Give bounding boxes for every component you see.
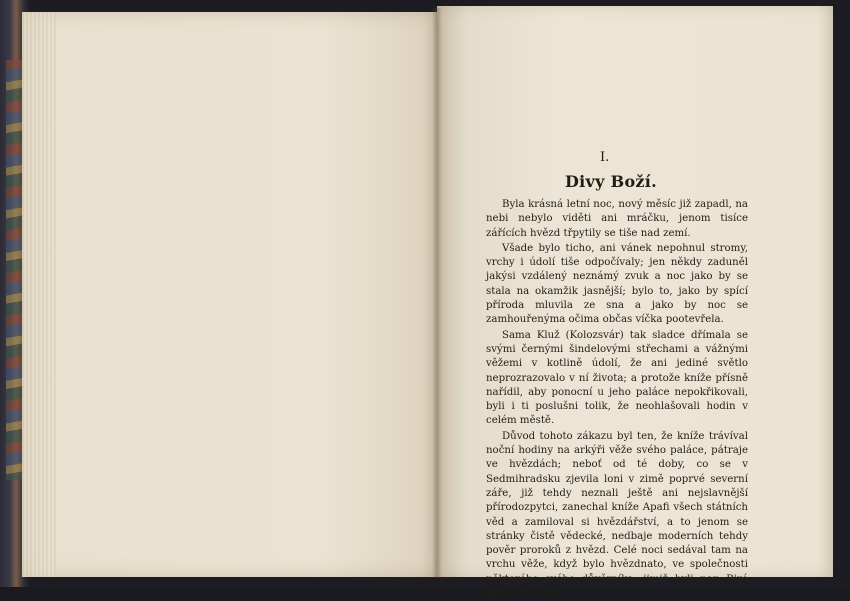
page-stack-edge [22, 12, 56, 577]
marbled-edge [6, 60, 22, 480]
paragraph: Sama Kluž (Kolozsvár) tak sladce dřímala se svými černými šindelovými střechami a vážnými věžemi v kotlině údolí, že ani jediné světlo neprozrazovalo v ní života; a protože kníže přísně nařídil, aby ponocní u jeho paláce nepokřikovali, byli i ti poslušni tolik, že neohlašovali hodin v celém městě. [486, 329, 748, 427]
book-gutter [432, 8, 442, 578]
paragraph: Byla krásná letní noc, nový měsíc již zapadl, na nebi nebylo viděti ani mráčku, jenom tisíce zářících hvězd třpytily se tiše nad zemí. [486, 199, 748, 239]
chapter-number: I. [600, 150, 610, 165]
body-text [486, 198, 748, 601]
chapter-title: Divy Boží. [565, 172, 658, 191]
left-page [22, 12, 437, 577]
paragraph: Všade bylo ticho, ani vánek nepohnul stromy, vrchy i údolí tiše odpočívaly; jen někdy zaduněl jakýsi vzdálený neznámý zvuk a noc jako by se stala na okamžik jasnější; bylo to, jako by spící příroda mluvila ze sna a jako by noc se zamhouřenýma očima občas víčka pootevřela. [486, 242, 748, 326]
paragraph: Důvod tohoto zákazu byl ten, že kníže trávíval noční hodiny na arkýři věže svého paláce, pátraje ve hvězdách; neboť od té doby, co se v Sedmihradsku zjevila loni v zimě poprvé severní záře, již tehdy neznali ještě ani nejslavnější přírodozpytci, zanechal kníže Apafi všech státních věd a zamiloval si hvězdářství, a to jenom se stránky čistě vědecké, nedbaje moderních tehdy pověr proroků z hvězd. Celé noci sedával tam na vrchu věže, když bylo hvězdnato, ve společnosti některého svého důvěrníka, jimiž byli pan Biró János (= Jánoš, [486, 430, 748, 600]
